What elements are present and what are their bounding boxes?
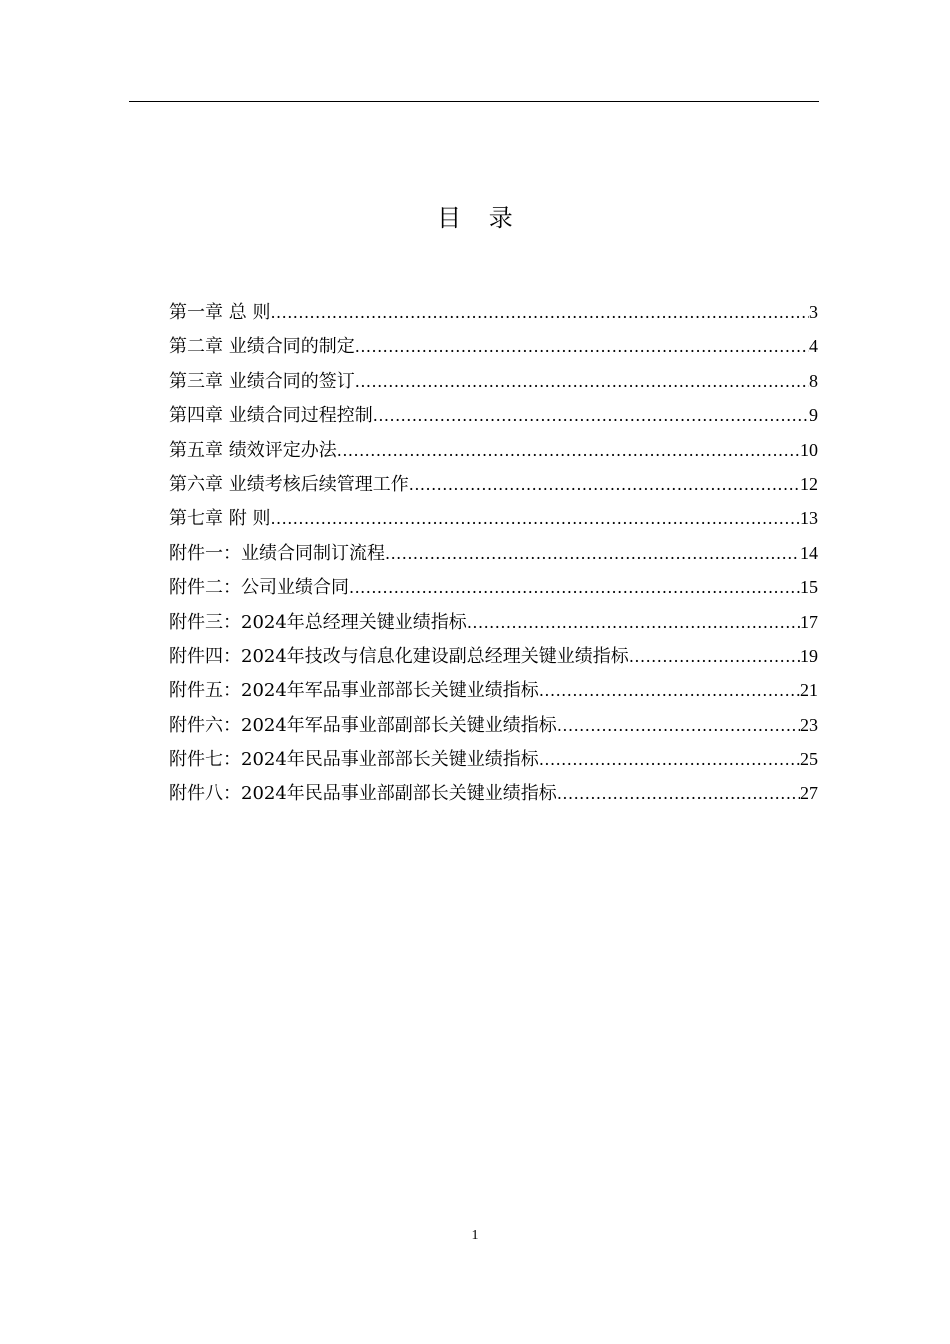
toc-entry-page: 3 [809, 302, 818, 322]
toc-leader-dots [629, 640, 800, 674]
toc-leader-dots [349, 571, 800, 605]
toc-entry-label: 附件五：2024年军品事业部部长关键业绩指标 [169, 680, 539, 702]
toc-entry-label: 附件四：2024年技改与信息化建设副总经理关键业绩指标 [169, 645, 629, 667]
toc-entry[interactable] [169, 536, 818, 570]
toc-entry[interactable] [169, 398, 818, 432]
toc-entry-page: 8 [809, 370, 818, 391]
toc-entry-page: 21 [800, 680, 818, 701]
toc-entry-page: 15 [800, 577, 818, 598]
toc-leader-dots [557, 777, 800, 811]
toc-entry[interactable] [169, 639, 818, 673]
toc-entry-label: 第二章 业绩合同的制定 [169, 336, 355, 358]
toc-title: 目 录 [437, 204, 523, 232]
toc-entry-label: 附件三：2024年总经理关键业绩指标 [169, 611, 467, 633]
toc-entry[interactable] [169, 329, 818, 363]
toc-entry-label: 附件七：2024年民品事业部部长关键业绩指标 [169, 749, 539, 771]
toc-entry-page: 14 [800, 542, 818, 563]
toc-entry-page: 4 [809, 336, 818, 357]
toc-entry[interactable] [169, 708, 818, 742]
toc-leader-dots [539, 743, 800, 777]
toc-entry[interactable] [169, 570, 818, 604]
toc-entry-page: 19 [800, 645, 818, 666]
toc-entry-label: 附件一：业绩合同制订流程 [169, 542, 385, 564]
toc-leader-dots [337, 434, 800, 468]
header-rule [129, 101, 819, 102]
toc-entry-page: 25 [800, 749, 818, 770]
toc-entry-page: 23 [800, 714, 818, 735]
toc-entry-page: 9 [809, 405, 818, 426]
toc-list [169, 295, 818, 811]
toc-entry-label: 第六章 业绩考核后续管理工作 [169, 473, 409, 495]
toc-entry[interactable] [169, 433, 818, 467]
toc-entry-label: 第一章 总 则 [169, 302, 271, 323]
toc-entry-page: 17 [800, 611, 818, 632]
toc-leader-dots [539, 674, 800, 708]
toc-entry-label: 第七章 附 则 [169, 508, 271, 530]
toc-entry[interactable] [169, 364, 818, 398]
toc-entry-page: 27 [800, 783, 818, 804]
toc-entry-label: 第四章 业绩合同过程控制 [169, 405, 373, 427]
page-number: 1 [471, 1228, 479, 1243]
toc-leader-dots [355, 365, 809, 399]
toc-entry-label: 附件二：公司业绩合同 [169, 577, 349, 599]
toc-leader-dots [557, 709, 800, 743]
toc-entry-label: 第五章 绩效评定办法 [169, 439, 337, 461]
toc-entry[interactable] [169, 776, 818, 810]
toc-leader-dots [270, 296, 809, 330]
toc-entry[interactable] [169, 501, 818, 535]
toc-entry-page: 13 [800, 508, 818, 529]
toc-leader-dots [355, 330, 809, 364]
toc-leader-dots [270, 502, 800, 536]
toc-leader-dots [385, 537, 800, 571]
toc-entry[interactable] [169, 605, 818, 639]
toc-leader-dots [409, 468, 800, 502]
toc-entry-page: 10 [800, 439, 818, 460]
toc-entry-page: 12 [800, 473, 818, 494]
toc-entry[interactable] [169, 673, 818, 707]
toc-entry[interactable] [169, 467, 818, 501]
toc-entry-label: 附件八：2024年民品事业部副部长关键业绩指标 [169, 783, 557, 805]
toc-leader-dots [467, 606, 800, 640]
toc-entry[interactable] [169, 295, 818, 329]
toc-entry-label: 第三章 业绩合同的签订 [169, 370, 355, 392]
toc-entry-label: 附件六：2024年军品事业部副部长关键业绩指标 [169, 714, 557, 736]
toc-leader-dots [373, 399, 809, 433]
toc-entry[interactable] [169, 742, 818, 776]
